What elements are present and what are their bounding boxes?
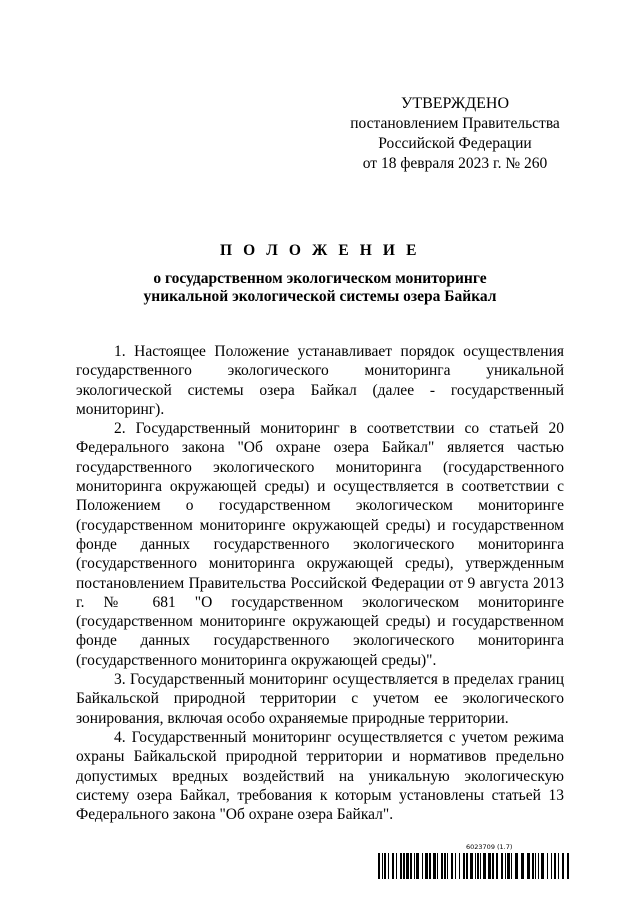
paragraph-3: 3. Государственный мониторинг осуществляется в пределах границ Байкальской природной территории с учетом ее экологического зонирования, включая особо охраняемые природные территории. [76,671,564,727]
approval-date-line: от 18 февраля 2023 г. № 260 [362,155,548,172]
document-body [76,342,564,824]
document-subtitle [60,270,580,306]
paragraph-4: 4. Государственный мониторинг осуществляется с учетом режима охраны Байкальской природной территории и нормативов предельно допустимых вредных воздействий на уникальную экологическую систему озера Байкал, требования к которым установлены статьей 13 Федерального закона "Об охране озера Байкал". [76,728,564,824]
subtitle-line: о государственном экологическом мониторинге [153,270,487,287]
approval-line: Российской Федерации [378,135,532,152]
approval-line: постановлением Правительства [350,115,560,132]
document-title: П О Л О Ж Е Н И Е [219,242,421,259]
paragraph-2: 2. Государственный мониторинг в соответствии со статьей 20 Федерального закона "Об охране озера Байкал" является частью государственного экологического мониторинга (государственного мониторинга окружающей среды) и осуществляется в соответствии с Положением о государственном экологическом мониторинге (государственном мониторинге окружающей среды) и государственном фонде данных государственного экологического мониторинга (государственного мониторинга окружающей среды), утвержденным постановлением Правительства Российской Федерации от 9 августа 2013 г. № 681 "О государственном экологическом мониторинге (государственном мониторинге окружающей среды) и государственном фонде данных государственного экологического мониторинга (государственного мониторинга окружающей среды)". [76,420,564,669]
document-barcode [378,843,570,881]
barcode-id: 6023709 (1.7) [466,843,513,851]
paragraph-1: 1. Настоящее Положение устанавливает порядок осуществления государственного экологического мониторинга уникальной экологической системы озера Байкал (далее - государственный мониторинг). [76,343,564,418]
subtitle-line: уникальной экологической системы озера Байкал [143,288,497,305]
approval-stamp [320,94,590,174]
barcode-icon [378,853,570,879]
approval-heading: УТВЕРЖДЕНО [400,95,509,112]
